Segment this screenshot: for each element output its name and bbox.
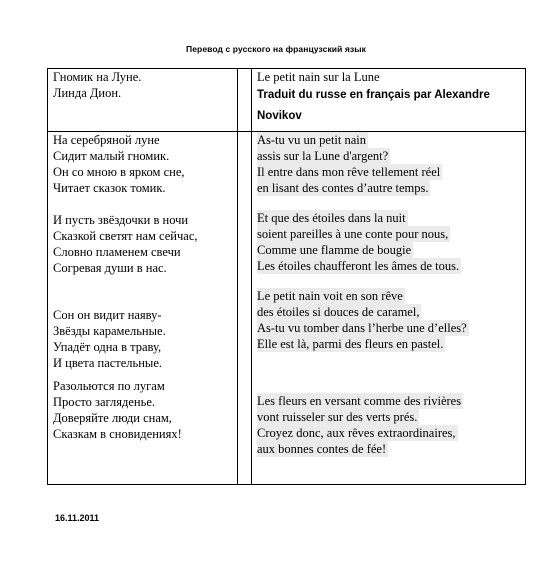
verse-line: As-tu vu un petit nain [257,133,367,147]
verse-line: И цвета пастельные. [53,356,163,370]
verse-line: Согревая души в нас. [53,261,167,275]
verse-line: Словно пламенем свечи [53,245,181,259]
ru-title-cell [53,69,141,101]
verse-line: assis sur la Lune d'argent? [257,149,389,163]
verse-line: vont ruisseler sur des verts prés. [257,410,418,424]
verse-line: Разольются по лугам [53,379,165,393]
verse-line: Les fleurs en versant comme des rivières [257,394,462,408]
ru-stanza-2 [53,212,198,276]
ru-stanza-4 [53,378,182,442]
document-heading: Перевод с русского на французский язык [185,44,367,54]
verse-line: Il entre dans mon rêve tellement réel [257,165,441,179]
document-date: 16.11.2011 [55,513,100,523]
verse-line: Сказкой светят нам сейчас, [53,229,198,243]
verse-line: Et que des étoiles dans la nuit [257,211,406,225]
verse-line: Сон он видит наяву- [53,308,162,322]
verse-line: Comme une flamme de bougie [257,243,412,257]
verse-line: Читает сказок томик. [53,181,166,195]
ru-poem-title: Гномик на Луне. [53,70,142,84]
translation-table [47,68,526,485]
fr-title-cell [257,69,490,127]
verse-line: As-tu vu tomber dans l’herbe une d’elles? [257,321,467,335]
verse-line: На серебряной луне [53,133,160,147]
verse-line: Les étoiles chaufferont les âmes de tous. [257,259,460,273]
fr-stanza-1 [257,132,442,196]
fr-stanza-3 [257,288,469,352]
verse-line: Звёзды карамельные. [53,324,166,338]
fr-translator-line-1: Traduit du russe en français par Alexandre [257,89,490,101]
verse-line: Сказкам в сновидениях! [53,427,182,441]
verse-line: Упадёт одна в траву, [53,340,162,354]
verse-line: soient pareilles à une conte pour nous, [257,227,449,241]
fr-stanza-4 [257,393,463,457]
verse-line: Просто загляденье. [53,395,155,409]
fr-stanza-2 [257,210,461,274]
verse-line: Le petit nain voit en son rêve [257,289,403,303]
verse-line: Elle est là, parmi des fleurs en pastel. [257,337,444,351]
verse-line: Он со мною в ярком сне, [53,165,185,179]
verse-line: Доверяйте люди снам, [53,411,172,425]
verse-line: aux bonnes contes de fée! [257,442,387,456]
verse-line: Croyez donc, aux rêves extraordinaires, [257,426,456,440]
ru-poem-author: Линда Дион. [53,86,122,100]
verse-line: И пусть звёздочки в ночи [53,213,189,227]
fr-translator-line-2: Novikov [257,110,302,122]
verse-line: Сидит малый гномик. [53,149,170,163]
fr-poem-title: Le petit nain sur la Lune [257,70,380,84]
ru-stanza-3 [53,307,166,371]
ru-stanza-1 [53,132,185,196]
verse-line: des étoiles si douces de caramel, [257,305,420,319]
verse-line: en lisant des contes d’autre temps. [257,181,429,195]
